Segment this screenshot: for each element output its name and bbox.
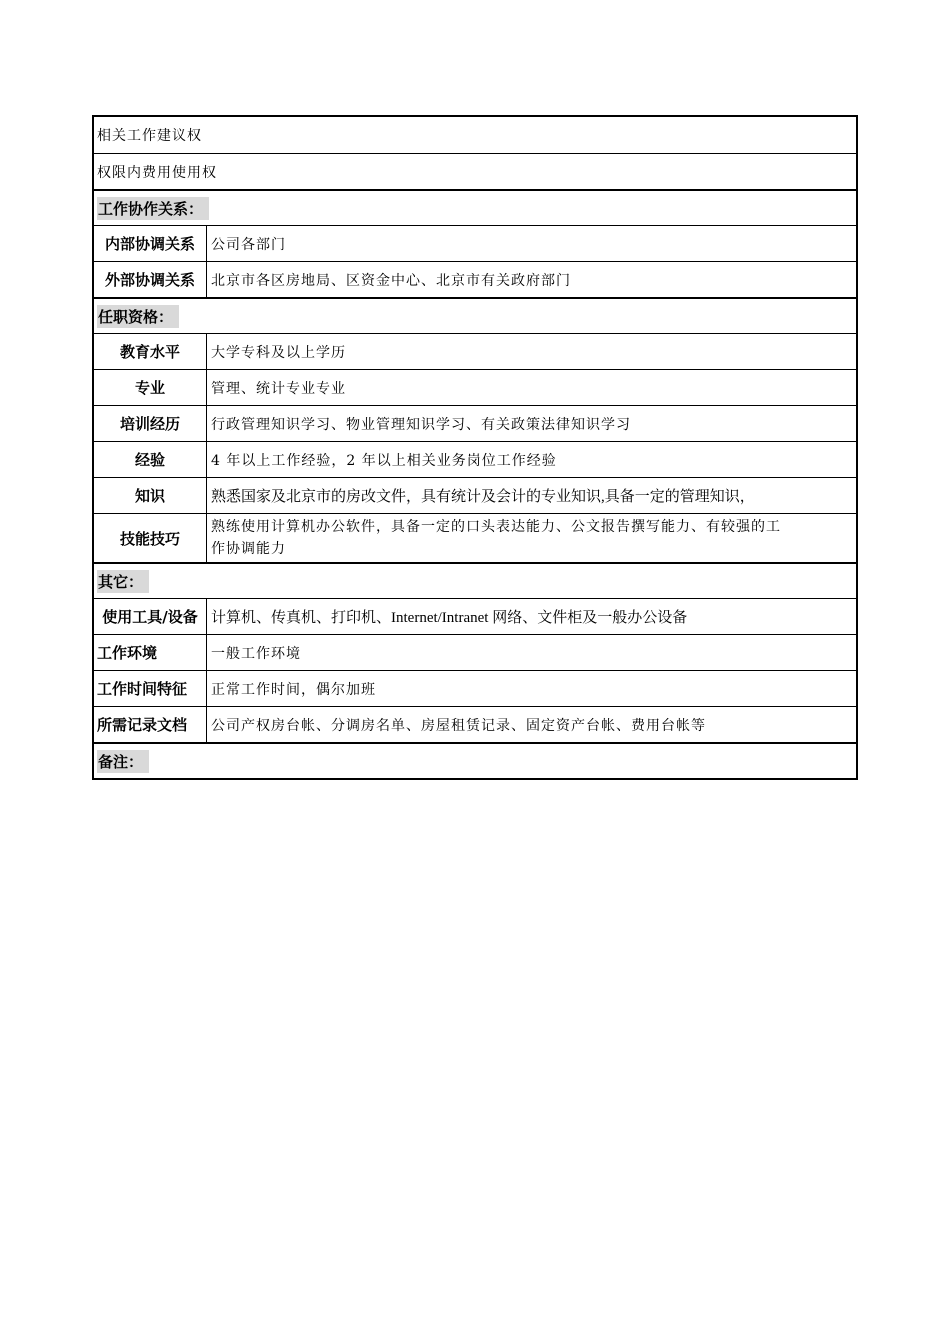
row-label: 使用工具/设备: [94, 599, 207, 634]
row-label: 工作环境: [94, 635, 207, 670]
table-row: [94, 706, 856, 742]
table-row: [94, 117, 856, 153]
row-value: 管理、统计专业专业: [211, 380, 346, 397]
row-label: 内部协调关系: [94, 226, 207, 261]
authority-item: 相关工作建议权: [97, 128, 202, 144]
job-description-table: [92, 115, 858, 780]
section-title: 工作协作关系：: [97, 197, 209, 220]
table-row: [94, 670, 856, 706]
row-label: 外部协调关系: [94, 262, 207, 297]
section-title: 任职资格：: [97, 305, 179, 328]
row-label: 技能技巧: [94, 514, 207, 562]
row-label: 知识: [94, 478, 207, 513]
section-header-collab: [94, 189, 856, 225]
row-value: 大学专科及以上学历: [211, 344, 346, 361]
value-line: 作协调能力: [211, 541, 286, 557]
table-row: [94, 225, 856, 261]
table-row: [94, 333, 856, 369]
table-row: [94, 153, 856, 189]
row-value: 公司各部门: [211, 236, 286, 253]
table-row: [94, 261, 856, 297]
row-value: 正常工作时间，偶尔加班: [211, 681, 376, 698]
row-label: 培训经历: [94, 406, 207, 441]
section-header-other: [94, 562, 856, 598]
section-header-note: [94, 742, 856, 778]
table-row: [94, 369, 856, 405]
value-line: 熟练使用计算机办公软件，具备一定的口头表达能力、公文报告撰写能力、有较强的工: [211, 519, 781, 535]
row-value: 熟悉国家及北京市的房改文件，具有统计及会计的专业知识,具备一定的管理知识，: [211, 489, 755, 505]
row-label: 教育水平: [94, 334, 207, 369]
table-row: [94, 634, 856, 670]
row-value: 行政管理知识学习、物业管理知识学习、有关政策法律知识学习: [211, 416, 631, 433]
section-title: 其它：: [97, 570, 149, 593]
section-title: 备注：: [97, 750, 149, 773]
table-row: [94, 441, 856, 477]
row-label: 经验: [94, 442, 207, 477]
authority-item: 权限内费用使用权: [97, 164, 217, 181]
row-label: 专业: [94, 370, 207, 405]
row-value: 4 年以上工作经验，2 年以上相关业务岗位工作经验: [211, 452, 557, 469]
row-value: 公司产权房台帐、分调房名单、房屋租赁记录、固定资产台帐、费用台帐等: [211, 717, 706, 734]
section-header-qualification: [94, 297, 856, 333]
row-value: [207, 514, 856, 562]
table-row: [94, 598, 856, 634]
row-value: 计算机、传真机、打印机、Internet/Intranet 网络、文件柜及一般办公设备: [211, 610, 688, 626]
row-value: 一般工作环境: [211, 645, 301, 662]
row-label: 所需记录文档: [94, 707, 207, 742]
table-row: [94, 513, 856, 562]
row-value: 北京市各区房地局、区资金中心、北京市有关政府部门: [211, 272, 571, 289]
row-label: 工作时间特征: [94, 671, 207, 706]
table-row: [94, 405, 856, 441]
table-row: [94, 477, 856, 513]
